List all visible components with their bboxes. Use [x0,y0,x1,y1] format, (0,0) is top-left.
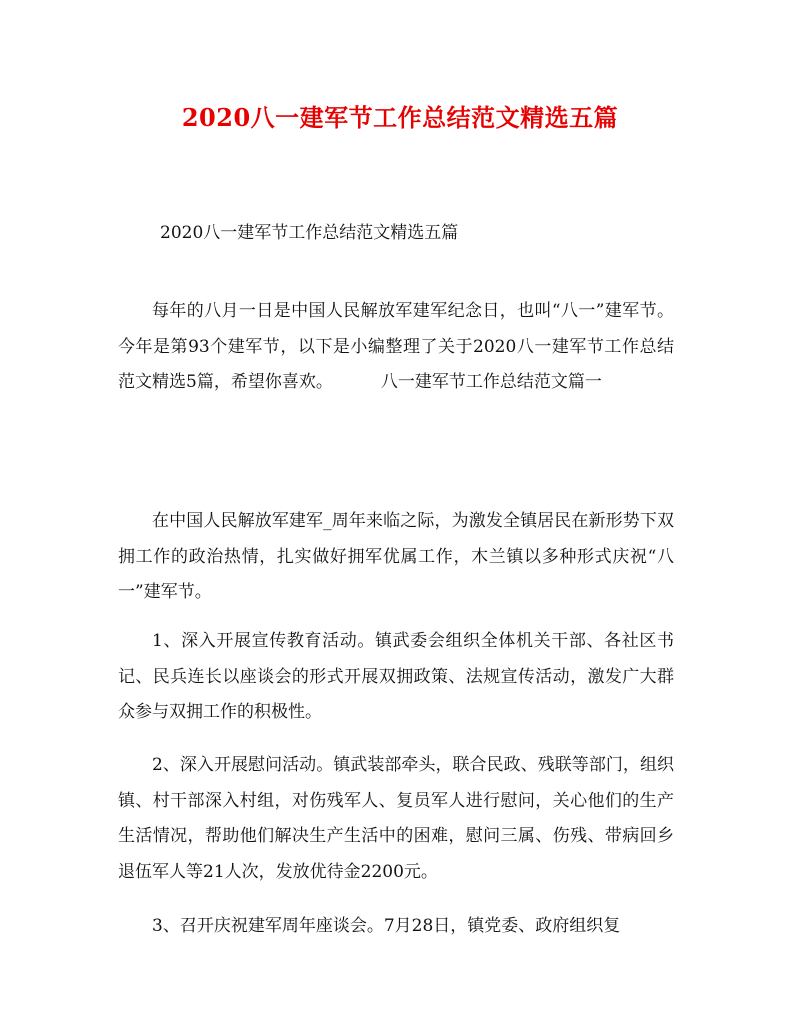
intro-paragraph [118,294,674,401]
body-paragraph: 2、深入开展慰问活动。镇武装部牵头，联合民政、残联等部门，组织镇、村干部深入村组，对伤残军人、复员军人进行慰问，关心他们的生产生活情况，帮助他们解决生产生活中的困难，慰问三属、伤残、带病回乡退伍军人等21人次，发放优待金2200元。 [118,755,674,882]
body-paragraph: 在中国人民解放军建军_周年来临之际，为激发全镇居民在新形势下双拥工作的政治热情，扎实做好拥军优属工作，木兰镇以多种形式庆祝“八一”建军节。 [118,511,674,602]
document-title: 2020八一建军节工作总结范文精选五篇 [181,103,619,132]
section-heading: 八一建军节工作总结范文篇一 [380,372,602,392]
body-paragraph: 3、召开庆祝建军周年座谈会。7月28日，镇党委、政府组织复 [152,916,621,936]
intro-text: 每年的八月一日是中国人民解放军建军纪念日，也叫“八一”建军节。今年是第93个建军节，以下是小编整理了关于2020八一建军节工作总结范文精选5篇，希望你喜欢。 [118,301,674,392]
document-subtitle: 2020八一建军节工作总结范文精选五篇 [160,223,459,243]
body-paragraph: 1、深入开展宣传教育活动。镇武委会组织全体机关干部、各社区书记、民兵连长以座谈会的形式开展双拥政策、法规宣传活动，激发广大群众参与双拥工作的积极性。 [118,631,674,722]
